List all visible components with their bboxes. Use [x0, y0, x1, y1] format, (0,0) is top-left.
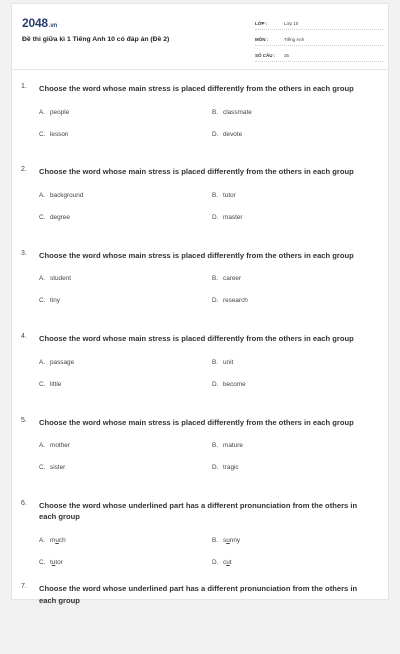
option-b[interactable] — [212, 275, 241, 282]
question-text: Choose the word whose main stress is placed differently from the others in each group — [39, 84, 354, 93]
option-letter: A. — [39, 108, 46, 116]
option-c[interactable] — [39, 214, 70, 221]
option-a[interactable] — [39, 109, 69, 116]
option-text: devote — [223, 130, 243, 138]
option-letter: B. — [212, 191, 219, 199]
meta-row-subject — [255, 30, 383, 46]
exam-meta — [255, 14, 383, 62]
option-a[interactable] — [39, 537, 66, 544]
option-letter: D. — [212, 213, 219, 221]
option-text: tiny — [50, 297, 60, 305]
question-item — [12, 404, 388, 487]
option-text: classmate — [223, 108, 252, 116]
option-text: student — [50, 275, 71, 283]
option-text-rest: ch — [58, 536, 66, 544]
option-text: little — [50, 380, 62, 388]
option-b[interactable] — [212, 359, 233, 366]
option-letter: C. — [39, 380, 46, 388]
exam-page — [11, 3, 389, 605]
option-text: people — [50, 108, 70, 116]
question-text: Choose the word whose underlined part has a different pronunciation from the others in each group — [39, 584, 358, 605]
logo-main: 2048 — [22, 16, 48, 30]
option-d[interactable] — [212, 131, 242, 138]
option-b[interactable] — [212, 192, 236, 199]
option-text-rest: tor — [55, 558, 63, 566]
question-item — [12, 153, 388, 236]
answer-options — [12, 103, 388, 147]
option-letter: A. — [39, 442, 46, 450]
underlined-part: u — [51, 558, 56, 566]
option-d[interactable] — [212, 559, 232, 566]
exam-title: Đề thi giữa kì 1 Tiếng Anh 10 có đáp án (Đề 2) — [22, 36, 170, 43]
option-c[interactable] — [39, 559, 63, 566]
option-letter: D. — [212, 130, 219, 138]
option-c[interactable] — [39, 464, 65, 471]
option-text: s — [223, 536, 227, 544]
option-b[interactable] — [212, 109, 252, 116]
question-text: Choose the word whose main stress is placed differently from the others in each group — [39, 417, 354, 427]
option-letter: D. — [212, 464, 219, 472]
option-letter: C. — [39, 213, 46, 221]
question-number: 2. — [21, 166, 27, 174]
answer-options — [12, 269, 388, 313]
meta-row-count — [255, 46, 383, 62]
option-letter: B. — [212, 275, 219, 283]
underlined-part: u — [226, 558, 230, 566]
question-number: 3. — [21, 249, 27, 257]
option-text: research — [223, 297, 248, 305]
option-text: tutor — [223, 191, 236, 199]
answer-options — [12, 353, 388, 397]
option-text: tragic — [223, 464, 239, 472]
question-item — [12, 237, 388, 320]
option-letter: C. — [39, 130, 46, 138]
meta-value: Tiếng Anh — [284, 37, 305, 42]
option-letter: C. — [39, 558, 46, 566]
option-text: mother — [50, 442, 70, 450]
option-letter: C. — [39, 297, 46, 305]
meta-label: MÔN : — [255, 37, 269, 42]
answer-options — [12, 531, 388, 575]
option-letter: A. — [39, 536, 46, 544]
question-item — [12, 320, 388, 403]
option-text: mature — [223, 442, 243, 450]
option-d[interactable] — [212, 214, 243, 221]
question-list — [12, 70, 388, 654]
option-text-rest: t — [229, 558, 232, 566]
option-letter: D. — [212, 380, 219, 388]
option-letter: A. — [39, 358, 46, 366]
option-letter: A. — [39, 191, 46, 199]
option-c[interactable] — [39, 131, 68, 138]
option-letter: B. — [212, 536, 219, 544]
option-c[interactable] — [39, 297, 60, 304]
site-logo[interactable] — [22, 16, 57, 30]
meta-row-class — [255, 14, 383, 30]
option-text: degree — [50, 213, 70, 221]
option-text: sister — [50, 464, 66, 472]
option-letter: B. — [212, 442, 219, 450]
option-text: c — [223, 558, 227, 566]
answer-options — [12, 436, 388, 480]
option-d[interactable] — [212, 297, 248, 304]
question-number: 4. — [21, 333, 27, 341]
underlined-part: u — [55, 536, 59, 544]
option-text: m — [50, 536, 56, 544]
option-text: lesson — [50, 130, 69, 138]
option-text: master — [223, 213, 243, 221]
exam-header — [12, 4, 388, 70]
question-text: Choose the word whose underlined part has a different pronunciation from the others in each group — [39, 500, 358, 522]
option-d[interactable] — [212, 381, 246, 388]
meta-value: 35 — [284, 53, 290, 58]
option-a[interactable] — [39, 192, 83, 199]
option-d[interactable] — [212, 464, 239, 471]
option-text-rest: nny — [229, 536, 241, 544]
option-text: t — [50, 558, 52, 566]
question-number: 6. — [21, 499, 27, 507]
option-letter: C. — [39, 464, 46, 472]
question-number: 7. — [21, 583, 27, 591]
option-text: passage — [50, 358, 75, 366]
option-a[interactable] — [39, 359, 74, 366]
option-b[interactable] — [212, 537, 240, 544]
underlined-part: u — [226, 536, 230, 544]
option-c[interactable] — [39, 381, 61, 388]
option-letter: B. — [212, 108, 219, 116]
meta-label: SỐ CÂU : — [255, 53, 276, 58]
option-a[interactable] — [39, 275, 71, 282]
option-text: unit — [223, 358, 234, 366]
meta-value: Lớp 10 — [284, 21, 299, 26]
logo-tld: .vn — [48, 23, 57, 29]
question-number: 1. — [21, 83, 27, 90]
question-text: Choose the word whose main stress is placed differently from the others in each group — [39, 250, 354, 260]
answer-options — [12, 186, 388, 230]
option-letter: A. — [39, 275, 46, 283]
option-letter: D. — [212, 558, 219, 566]
question-item — [12, 70, 388, 153]
option-letter: D. — [212, 297, 219, 305]
question-text: Choose the word whose main stress is placed differently from the others in each group — [39, 334, 354, 344]
option-b[interactable] — [212, 442, 243, 449]
question-item — [12, 487, 388, 570]
option-a[interactable] — [39, 442, 70, 449]
question-item — [12, 570, 388, 653]
option-text: become — [223, 380, 246, 388]
option-letter: B. — [212, 358, 219, 366]
option-text: career — [223, 275, 242, 283]
meta-label: LỚP : — [255, 21, 268, 26]
question-text: Choose the word whose main stress is placed differently from the others in each group — [39, 167, 354, 177]
question-number: 5. — [21, 416, 27, 424]
option-text: background — [50, 191, 84, 199]
